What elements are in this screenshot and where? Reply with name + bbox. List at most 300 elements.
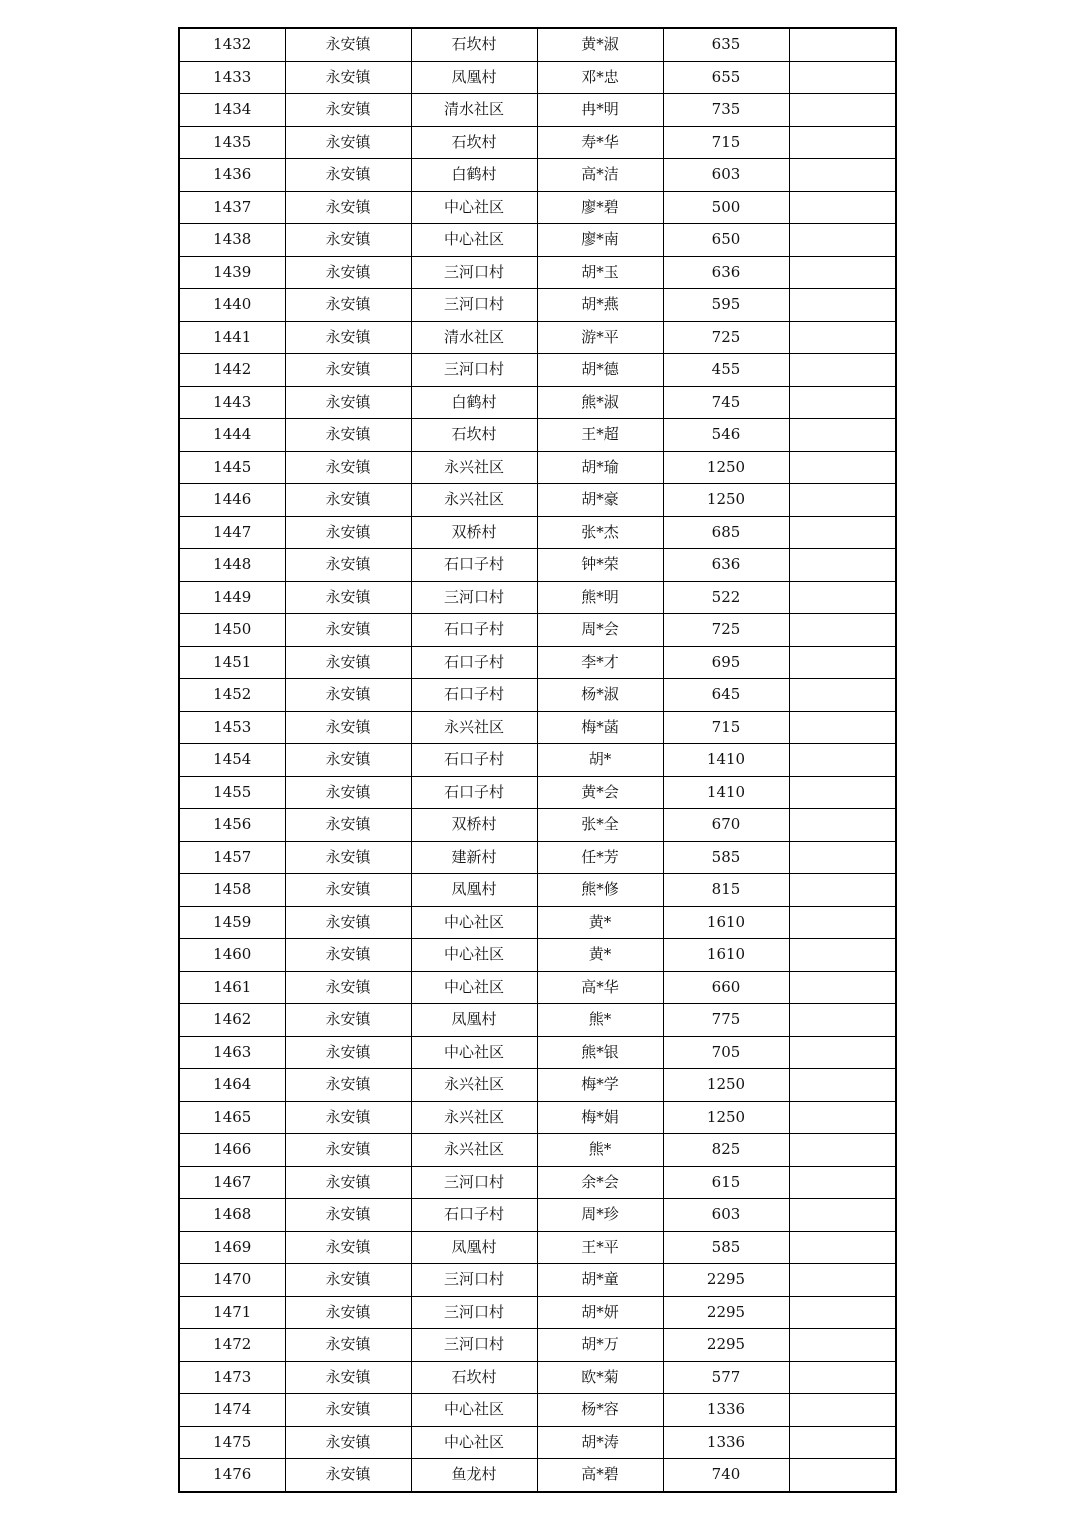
cell-village: 永兴社区 (411, 1101, 537, 1134)
cell-index: 1433 (179, 61, 285, 94)
cell-village: 永兴社区 (411, 1134, 537, 1167)
data-table (178, 27, 897, 1493)
cell-amount: 685 (663, 516, 789, 549)
cell-village: 石口子村 (411, 679, 537, 712)
cell-amount: 1410 (663, 776, 789, 809)
cell-name: 王*超 (537, 419, 663, 452)
cell-name: 高*碧 (537, 1459, 663, 1492)
cell-remark (789, 971, 896, 1004)
cell-amount: 585 (663, 841, 789, 874)
cell-amount: 2295 (663, 1296, 789, 1329)
cell-name: 黄* (537, 906, 663, 939)
cell-village: 双桥村 (411, 809, 537, 842)
cell-town: 永安镇 (285, 971, 411, 1004)
cell-village: 三河口村 (411, 354, 537, 387)
cell-index: 1439 (179, 256, 285, 289)
table-row (179, 711, 896, 744)
cell-village: 白鹤村 (411, 386, 537, 419)
table-row (179, 906, 896, 939)
cell-remark (789, 386, 896, 419)
cell-town: 永安镇 (285, 809, 411, 842)
cell-town: 永安镇 (285, 354, 411, 387)
cell-index: 1462 (179, 1004, 285, 1037)
cell-remark (789, 126, 896, 159)
table-row (179, 1296, 896, 1329)
table-row (179, 776, 896, 809)
cell-town: 永安镇 (285, 61, 411, 94)
cell-village: 建新村 (411, 841, 537, 874)
cell-name: 熊*明 (537, 581, 663, 614)
cell-village: 石坎村 (411, 28, 537, 61)
cell-name: 余*会 (537, 1166, 663, 1199)
cell-town: 永安镇 (285, 94, 411, 127)
cell-remark (789, 906, 896, 939)
cell-remark (789, 646, 896, 679)
cell-amount: 603 (663, 159, 789, 192)
table-row (179, 256, 896, 289)
cell-index: 1456 (179, 809, 285, 842)
cell-town: 永安镇 (285, 1264, 411, 1297)
cell-index: 1473 (179, 1361, 285, 1394)
cell-name: 张*全 (537, 809, 663, 842)
table-row (179, 939, 896, 972)
cell-remark (789, 1101, 896, 1134)
cell-remark (789, 516, 896, 549)
cell-name: 欧*菊 (537, 1361, 663, 1394)
cell-name: 游*平 (537, 321, 663, 354)
table-row (179, 354, 896, 387)
cell-remark (789, 191, 896, 224)
cell-remark (789, 809, 896, 842)
cell-index: 1453 (179, 711, 285, 744)
cell-index: 1463 (179, 1036, 285, 1069)
cell-index: 1452 (179, 679, 285, 712)
cell-index: 1465 (179, 1101, 285, 1134)
cell-village: 凤凰村 (411, 1004, 537, 1037)
cell-amount: 1336 (663, 1394, 789, 1427)
cell-amount: 815 (663, 874, 789, 907)
cell-town: 永安镇 (285, 516, 411, 549)
cell-index: 1450 (179, 614, 285, 647)
cell-name: 周*会 (537, 614, 663, 647)
cell-name: 胡*德 (537, 354, 663, 387)
cell-remark (789, 1166, 896, 1199)
cell-index: 1434 (179, 94, 285, 127)
cell-index: 1458 (179, 874, 285, 907)
cell-town: 永安镇 (285, 549, 411, 582)
cell-remark (789, 1134, 896, 1167)
cell-remark (789, 1361, 896, 1394)
cell-town: 永安镇 (285, 484, 411, 517)
cell-town: 永安镇 (285, 1134, 411, 1167)
cell-amount: 595 (663, 289, 789, 322)
cell-remark (789, 1329, 896, 1362)
cell-town: 永安镇 (285, 451, 411, 484)
cell-town: 永安镇 (285, 159, 411, 192)
cell-amount: 715 (663, 126, 789, 159)
cell-index: 1455 (179, 776, 285, 809)
cell-name: 胡*万 (537, 1329, 663, 1362)
cell-amount: 1250 (663, 1101, 789, 1134)
cell-index: 1437 (179, 191, 285, 224)
table-row (179, 744, 896, 777)
cell-amount: 615 (663, 1166, 789, 1199)
table-row (179, 28, 896, 61)
cell-village: 中心社区 (411, 1426, 537, 1459)
cell-village: 凤凰村 (411, 61, 537, 94)
cell-remark (789, 614, 896, 647)
cell-village: 三河口村 (411, 1264, 537, 1297)
cell-amount: 1250 (663, 484, 789, 517)
cell-town: 永安镇 (285, 28, 411, 61)
cell-village: 凤凰村 (411, 874, 537, 907)
cell-town: 永安镇 (285, 1231, 411, 1264)
table-row (179, 1166, 896, 1199)
cell-remark (789, 61, 896, 94)
cell-town: 永安镇 (285, 614, 411, 647)
table-row (179, 159, 896, 192)
cell-town: 永安镇 (285, 841, 411, 874)
cell-village: 中心社区 (411, 1036, 537, 1069)
cell-name: 高*华 (537, 971, 663, 1004)
cell-town: 永安镇 (285, 419, 411, 452)
cell-town: 永安镇 (285, 1459, 411, 1492)
cell-name: 胡*燕 (537, 289, 663, 322)
cell-amount: 660 (663, 971, 789, 1004)
table-row (179, 679, 896, 712)
cell-index: 1468 (179, 1199, 285, 1232)
cell-name: 胡*豪 (537, 484, 663, 517)
cell-index: 1438 (179, 224, 285, 257)
cell-amount: 546 (663, 419, 789, 452)
cell-amount: 735 (663, 94, 789, 127)
cell-remark (789, 256, 896, 289)
table-row (179, 386, 896, 419)
cell-village: 石坎村 (411, 419, 537, 452)
cell-name: 廖*碧 (537, 191, 663, 224)
cell-amount: 695 (663, 646, 789, 679)
cell-remark (789, 159, 896, 192)
cell-town: 永安镇 (285, 744, 411, 777)
cell-index: 1459 (179, 906, 285, 939)
cell-amount: 603 (663, 1199, 789, 1232)
cell-index: 1435 (179, 126, 285, 159)
cell-remark (789, 321, 896, 354)
cell-remark (789, 744, 896, 777)
cell-name: 梅*娟 (537, 1101, 663, 1134)
cell-village: 三河口村 (411, 581, 537, 614)
cell-village: 三河口村 (411, 1329, 537, 1362)
cell-remark (789, 289, 896, 322)
cell-name: 熊*修 (537, 874, 663, 907)
table-row (179, 321, 896, 354)
table-row (179, 1004, 896, 1037)
cell-village: 凤凰村 (411, 1231, 537, 1264)
table-row (179, 419, 896, 452)
cell-name: 冉*明 (537, 94, 663, 127)
table-row (179, 1069, 896, 1102)
cell-index: 1436 (179, 159, 285, 192)
cell-remark (789, 1296, 896, 1329)
table-row (179, 646, 896, 679)
table-row (179, 61, 896, 94)
cell-town: 永安镇 (285, 191, 411, 224)
cell-remark (789, 1199, 896, 1232)
cell-town: 永安镇 (285, 1426, 411, 1459)
cell-amount: 650 (663, 224, 789, 257)
cell-name: 黄* (537, 939, 663, 972)
cell-remark (789, 1459, 896, 1492)
cell-town: 永安镇 (285, 1199, 411, 1232)
cell-town: 永安镇 (285, 874, 411, 907)
cell-village: 永兴社区 (411, 1069, 537, 1102)
cell-remark (789, 711, 896, 744)
cell-index: 1470 (179, 1264, 285, 1297)
cell-name: 邓*忠 (537, 61, 663, 94)
cell-village: 石口子村 (411, 646, 537, 679)
cell-index: 1445 (179, 451, 285, 484)
cell-name: 熊*银 (537, 1036, 663, 1069)
cell-amount: 585 (663, 1231, 789, 1264)
cell-town: 永安镇 (285, 386, 411, 419)
cell-town: 永安镇 (285, 906, 411, 939)
cell-village: 石口子村 (411, 744, 537, 777)
cell-town: 永安镇 (285, 1296, 411, 1329)
cell-amount: 705 (663, 1036, 789, 1069)
cell-name: 梅*菡 (537, 711, 663, 744)
cell-index: 1451 (179, 646, 285, 679)
table-row (179, 614, 896, 647)
cell-village: 永兴社区 (411, 711, 537, 744)
cell-remark (789, 1394, 896, 1427)
cell-village: 中心社区 (411, 1394, 537, 1427)
cell-village: 中心社区 (411, 939, 537, 972)
cell-index: 1469 (179, 1231, 285, 1264)
table-row (179, 1101, 896, 1134)
cell-name: 杨*淑 (537, 679, 663, 712)
cell-remark (789, 939, 896, 972)
cell-town: 永安镇 (285, 321, 411, 354)
cell-amount: 775 (663, 1004, 789, 1037)
cell-index: 1454 (179, 744, 285, 777)
cell-town: 永安镇 (285, 126, 411, 159)
cell-town: 永安镇 (285, 581, 411, 614)
cell-village: 永兴社区 (411, 484, 537, 517)
cell-index: 1442 (179, 354, 285, 387)
cell-remark (789, 581, 896, 614)
table-row (179, 94, 896, 127)
cell-index: 1471 (179, 1296, 285, 1329)
cell-remark (789, 549, 896, 582)
cell-remark (789, 1004, 896, 1037)
cell-index: 1443 (179, 386, 285, 419)
cell-index: 1475 (179, 1426, 285, 1459)
cell-amount: 636 (663, 549, 789, 582)
cell-amount: 725 (663, 321, 789, 354)
table-row (179, 971, 896, 1004)
cell-amount: 655 (663, 61, 789, 94)
cell-remark (789, 874, 896, 907)
cell-amount: 1610 (663, 906, 789, 939)
cell-remark (789, 419, 896, 452)
cell-remark (789, 776, 896, 809)
table-row (179, 516, 896, 549)
table-row (179, 1459, 896, 1492)
cell-village: 三河口村 (411, 1296, 537, 1329)
table-row (179, 1036, 896, 1069)
cell-amount: 2295 (663, 1264, 789, 1297)
table-row (179, 1264, 896, 1297)
cell-name: 熊* (537, 1134, 663, 1167)
cell-town: 永安镇 (285, 711, 411, 744)
table-row (179, 191, 896, 224)
cell-index: 1474 (179, 1394, 285, 1427)
table-row (179, 1134, 896, 1167)
cell-name: 高*洁 (537, 159, 663, 192)
cell-remark (789, 1426, 896, 1459)
cell-remark (789, 94, 896, 127)
cell-index: 1466 (179, 1134, 285, 1167)
table-row (179, 126, 896, 159)
cell-name: 胡*妍 (537, 1296, 663, 1329)
cell-village: 石口子村 (411, 549, 537, 582)
cell-village: 中心社区 (411, 906, 537, 939)
cell-index: 1447 (179, 516, 285, 549)
table-row (179, 809, 896, 842)
cell-name: 梅*学 (537, 1069, 663, 1102)
cell-index: 1476 (179, 1459, 285, 1492)
cell-town: 永安镇 (285, 1361, 411, 1394)
cell-town: 永安镇 (285, 679, 411, 712)
cell-village: 中心社区 (411, 971, 537, 1004)
table-row (179, 484, 896, 517)
cell-amount: 1336 (663, 1426, 789, 1459)
cell-village: 石口子村 (411, 614, 537, 647)
cell-name: 黄*会 (537, 776, 663, 809)
cell-amount: 1610 (663, 939, 789, 972)
cell-name: 张*杰 (537, 516, 663, 549)
cell-name: 熊*淑 (537, 386, 663, 419)
cell-amount: 745 (663, 386, 789, 419)
cell-amount: 500 (663, 191, 789, 224)
table-row (179, 224, 896, 257)
table-row (179, 1394, 896, 1427)
cell-index: 1464 (179, 1069, 285, 1102)
cell-village: 中心社区 (411, 191, 537, 224)
cell-index: 1448 (179, 549, 285, 582)
cell-village: 三河口村 (411, 1166, 537, 1199)
cell-name: 胡*涛 (537, 1426, 663, 1459)
cell-town: 永安镇 (285, 1036, 411, 1069)
cell-town: 永安镇 (285, 1394, 411, 1427)
table-row (179, 874, 896, 907)
cell-name: 廖*南 (537, 224, 663, 257)
cell-amount: 522 (663, 581, 789, 614)
table-body (179, 28, 896, 1492)
cell-amount: 1410 (663, 744, 789, 777)
cell-town: 永安镇 (285, 1069, 411, 1102)
cell-amount: 577 (663, 1361, 789, 1394)
cell-index: 1432 (179, 28, 285, 61)
cell-village: 清水社区 (411, 321, 537, 354)
cell-remark (789, 1264, 896, 1297)
cell-remark (789, 224, 896, 257)
cell-name: 杨*容 (537, 1394, 663, 1427)
cell-index: 1441 (179, 321, 285, 354)
cell-name: 王*平 (537, 1231, 663, 1264)
cell-index: 1460 (179, 939, 285, 972)
cell-town: 永安镇 (285, 224, 411, 257)
cell-village: 中心社区 (411, 224, 537, 257)
table-row (179, 549, 896, 582)
cell-index: 1440 (179, 289, 285, 322)
cell-name: 钟*荣 (537, 549, 663, 582)
cell-name: 熊* (537, 1004, 663, 1037)
cell-name: 胡*童 (537, 1264, 663, 1297)
cell-index: 1444 (179, 419, 285, 452)
cell-name: 胡*玉 (537, 256, 663, 289)
cell-town: 永安镇 (285, 1101, 411, 1134)
cell-remark (789, 354, 896, 387)
cell-name: 寿*华 (537, 126, 663, 159)
cell-town: 永安镇 (285, 646, 411, 679)
cell-index: 1457 (179, 841, 285, 874)
cell-name: 任*芳 (537, 841, 663, 874)
cell-town: 永安镇 (285, 289, 411, 322)
cell-amount: 1250 (663, 1069, 789, 1102)
table-row (179, 1231, 896, 1264)
table-row (179, 451, 896, 484)
cell-remark (789, 841, 896, 874)
table-row (179, 581, 896, 614)
cell-village: 鱼龙村 (411, 1459, 537, 1492)
cell-amount: 715 (663, 711, 789, 744)
cell-village: 白鹤村 (411, 159, 537, 192)
cell-index: 1461 (179, 971, 285, 1004)
table-row (179, 289, 896, 322)
cell-village: 双桥村 (411, 516, 537, 549)
cell-town: 永安镇 (285, 1004, 411, 1037)
cell-name: 胡*瑜 (537, 451, 663, 484)
cell-amount: 645 (663, 679, 789, 712)
cell-amount: 670 (663, 809, 789, 842)
table-row (179, 1199, 896, 1232)
cell-index: 1446 (179, 484, 285, 517)
cell-town: 永安镇 (285, 256, 411, 289)
cell-amount: 635 (663, 28, 789, 61)
cell-village: 三河口村 (411, 256, 537, 289)
cell-village: 石坎村 (411, 126, 537, 159)
cell-village: 清水社区 (411, 94, 537, 127)
cell-index: 1472 (179, 1329, 285, 1362)
cell-town: 永安镇 (285, 939, 411, 972)
cell-village: 永兴社区 (411, 451, 537, 484)
cell-town: 永安镇 (285, 776, 411, 809)
cell-village: 石口子村 (411, 776, 537, 809)
cell-name: 胡* (537, 744, 663, 777)
cell-remark (789, 679, 896, 712)
cell-name: 周*珍 (537, 1199, 663, 1232)
cell-town: 永安镇 (285, 1166, 411, 1199)
cell-amount: 636 (663, 256, 789, 289)
cell-remark (789, 451, 896, 484)
cell-amount: 725 (663, 614, 789, 647)
cell-remark (789, 484, 896, 517)
cell-index: 1467 (179, 1166, 285, 1199)
table-row (179, 841, 896, 874)
cell-amount: 2295 (663, 1329, 789, 1362)
cell-village: 石坎村 (411, 1361, 537, 1394)
